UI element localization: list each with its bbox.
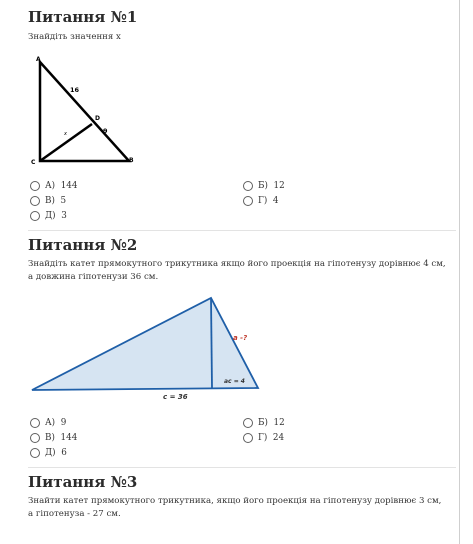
- label-A: A: [36, 56, 41, 63]
- q1-text: Знайдіть значення x: [28, 32, 121, 42]
- separator: [28, 467, 456, 468]
- q2-option-b[interactable]: [243, 418, 285, 428]
- label-c: c = 36: [163, 393, 188, 401]
- label-16: 16: [70, 86, 80, 94]
- label-9: 9: [103, 127, 108, 135]
- option-value: 6: [61, 448, 67, 458]
- option-letter: Д): [45, 448, 56, 458]
- q1-option-v[interactable]: [30, 196, 66, 206]
- radio-icon[interactable]: [30, 181, 40, 191]
- option-letter: Б): [258, 181, 268, 191]
- q2-option-v[interactable]: [30, 433, 77, 443]
- q1-option-d[interactable]: [30, 211, 67, 221]
- label-ac: aс = 4: [224, 378, 245, 385]
- radio-icon[interactable]: [30, 433, 40, 443]
- label-B: B: [129, 157, 134, 164]
- option-value: 144: [60, 433, 78, 443]
- q2-option-g[interactable]: [243, 433, 284, 443]
- q2-option-a[interactable]: [30, 418, 66, 428]
- label-x: x: [64, 131, 67, 137]
- q1-height-line: [40, 124, 92, 161]
- radio-icon[interactable]: [243, 418, 253, 428]
- option-value: 3: [61, 211, 67, 221]
- q2-title: Питання №2: [28, 236, 138, 254]
- q1-option-g[interactable]: [243, 196, 278, 206]
- option-value: 5: [60, 196, 67, 206]
- option-value: 24: [272, 433, 285, 443]
- q1-triangle: [40, 62, 129, 161]
- radio-icon[interactable]: [30, 418, 40, 428]
- q2-triangle: [32, 298, 258, 390]
- radio-icon[interactable]: [30, 196, 40, 206]
- option-value: 4: [272, 196, 279, 206]
- label-D: D: [95, 115, 100, 122]
- radio-icon[interactable]: [243, 433, 253, 443]
- option-letter: В): [45, 433, 55, 443]
- label-C: C: [31, 159, 36, 166]
- option-letter: А): [45, 418, 56, 428]
- option-value: 9: [60, 418, 67, 428]
- q2-text: Знайдіть катет прямокутного трикутника якщо його проекція на гіпотенузу дорівнює 4 см, а довжина гіпотенузи 36 см.: [28, 259, 446, 282]
- option-letter: Д): [45, 211, 56, 221]
- q1-option-b[interactable]: [243, 181, 285, 191]
- q1-title: Питання №1: [28, 8, 138, 26]
- page-border: [459, 0, 460, 544]
- separator: [28, 230, 456, 231]
- option-letter: Б): [258, 418, 268, 428]
- option-letter: А): [45, 181, 56, 191]
- q1-triangle-figure: [26, 52, 142, 170]
- label-a: a -?: [233, 334, 248, 342]
- q2-triangle-figure: [28, 293, 264, 405]
- radio-icon[interactable]: [30, 448, 40, 458]
- option-letter: Г): [258, 196, 268, 206]
- option-value: 144: [60, 181, 78, 191]
- option-letter: В): [45, 196, 55, 206]
- radio-icon[interactable]: [243, 181, 253, 191]
- radio-icon[interactable]: [30, 211, 40, 221]
- q2-height-line: [211, 298, 212, 388]
- option-value: 12: [273, 418, 285, 428]
- q3-title: Питання №3: [28, 473, 138, 491]
- option-letter: Г): [258, 433, 268, 443]
- radio-icon[interactable]: [243, 196, 253, 206]
- q1-option-a[interactable]: [30, 181, 78, 191]
- option-value: 12: [273, 181, 285, 191]
- q3-text: Знайти катет прямокутного трикутника, якщо його проекція на гіпотенузу дорівнює 3 см, а гіпотенуза - 27 см.: [28, 496, 442, 519]
- q2-option-d[interactable]: [30, 448, 67, 458]
